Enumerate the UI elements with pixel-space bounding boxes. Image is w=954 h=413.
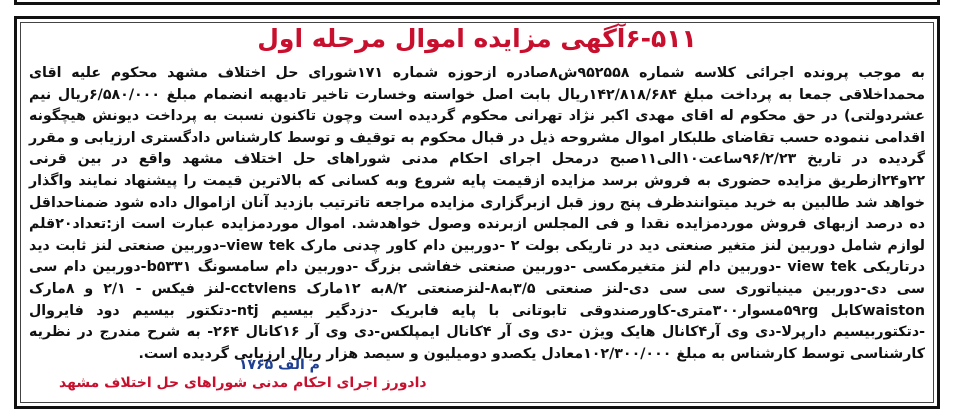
previous-notice-frame-edge: [14, 0, 940, 5]
notice-signature: دادورز اجرای احکام مدنی شوراهای حل اختلاف مشهد: [59, 375, 427, 391]
notice-reference-code: م الف ۱۷۶۵: [239, 357, 320, 373]
auction-notice-frame: [14, 16, 940, 409]
notice-body-text: به موجب پرونده اجرائی کلاسه شماره ۹۵۲۵۵۸ش۸صادره ازحوزه شماره ۱۷۱شورای حل اختلاف مشهد محکوم علیه اقای محمداخلاقی جمعا به پرداخت مبلغ ۱۴۲/۸۱۸/۶۸۴ریال بابت اصل خواسته وخسارت تاخیر تادیهبه انضمام مبلغ ۶/۵۸۰/۰۰۰ریال نیم عشردولتی) در حق محکوم له اقای مهدی اکبر نژاد تهرانی محکوم گردیده است وچون تاکنون نسبت به پرداخت دیونش هیچگونه اقدامی ننموده حسب تقاضای طلبکار اموال مشروحه ذیل در قبال محکوم به توقیف و توسط کارشناس دادگستری ارزیابی و مقرر گردیده در تاریخ ۹۶/۲/۲۳ساعت۱۰الی۱۱صبح درمحل اجرای احکام مدنی شوراهای حل اختلاف مشهد واقع در بین قرنی ۲۲و۲۴ازطریق مزایده حضوری به فروش برسد مزایده ازقیمت پایه شروع وبه کسانی که بالاترین قیمت را پیشنهاد نمایند واگذار خواهد شد طالبین به خرید میتوانندظرف پنج روز قبل ازبرگزاری مزایده مراجعه تاترتیب بازدید آنان ازاموال داده شود ضمناحداقل ده درصد ازبهای فروش موردمزایده نقدا و فی المجلس ازبرنده وصول خواهدشد. اموال موردمزایده عبارت است از:تعداد۲۰قلم لوازم شامل دوربین لنز متغیر صنعتی دید در تاریکی بولت ۲ -دوربین دام کاور چدنی مارک view tek–دوربین صنعتی لنز ثابت دید درتاریکی view tek -دوربین دام لنز متغیرمکسی -دوربین صنعتی خفاشی بزرگ -دوربین دام سامسونگ b۵۳۳۱-دوربین دام سی سی دی-دوربین مینیاتوری سی سی دی-لنز صنعتی ۳/۵به۸-لنزصنعتی ۸/۲به ۱۲مارک cctvlens-لنز فیکس - ۲/۱ و ۸مارک waistonکابل ۵۹rgمسوار۳۰۰متری-کاورصندوقی تابوتانی با پایه فابریک -دزدگیر بیسیم ntj-دتکتور بیسیم دود فایروال -دتکتوربیسیم دارپرلا-دی وی آر۴کانال هایک ویژن -دی وی آر ۴کانال ایمپلکس-دی وی آر ۱۶کانال ۲۶۴- به شرح مندرج در نظریه کارشناسی توسط کارشناس به مبلغ ۱۰۲/۳۰۰/۰۰۰معادل یکصدو دومیلیون و سیصد هزار ریال ارزیابی گردیده است.: [29, 65, 926, 362]
notice-title: ۶-۵۱۱آگهی مزایده اموال مرحله اول: [257, 24, 697, 53]
